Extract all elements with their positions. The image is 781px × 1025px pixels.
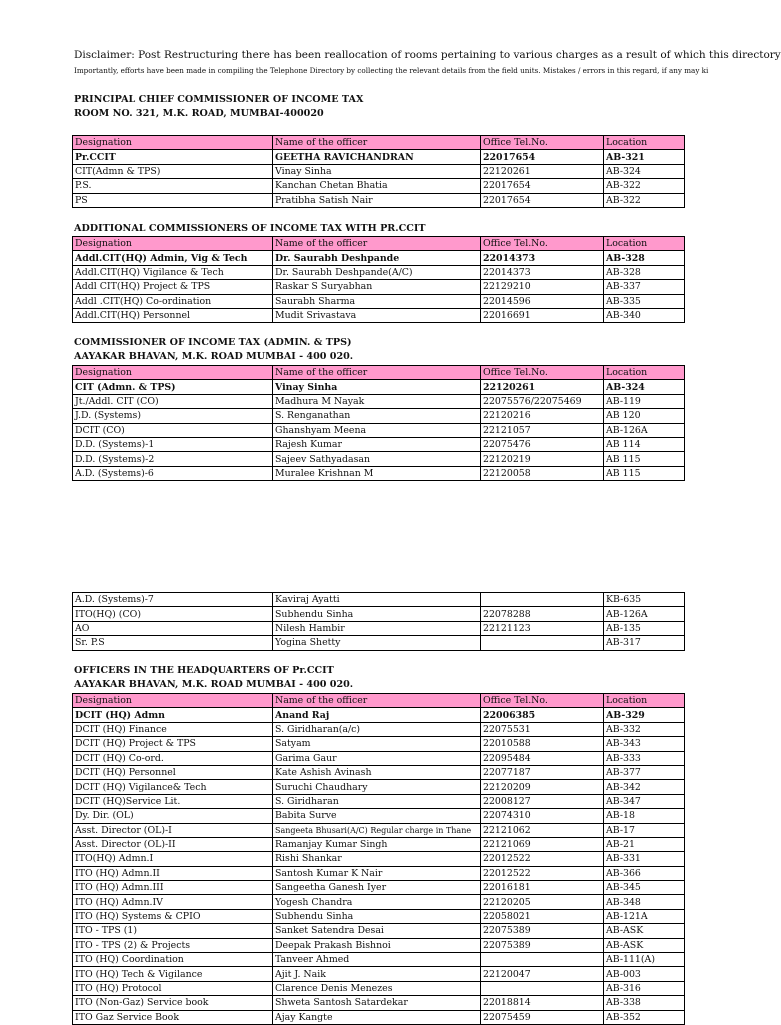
- office-tel-cell: 22074310: [481, 809, 604, 823]
- officer-name-cell: Sangeeta Bhusari(A/C) Regular charge in Thane: [273, 823, 481, 837]
- designation-cell: Addl.CIT(HQ) Vigilance & Tech: [73, 265, 273, 279]
- officer-name-cell: Sanket Satendra Desai: [273, 924, 481, 938]
- table-row: [73, 866, 685, 880]
- location-cell: AB-111(A): [604, 953, 685, 967]
- office-tel-cell: 22121057: [481, 423, 604, 437]
- office-tel-cell: 22014373: [481, 251, 604, 265]
- table-header-row: [73, 237, 685, 251]
- office-tel-cell: 22058021: [481, 909, 604, 923]
- location-cell: AB-345: [604, 881, 685, 895]
- location-cell: AB-126A: [604, 423, 685, 437]
- column-header: Location: [604, 366, 685, 380]
- officer-name-cell: Rishi Shankar: [273, 852, 481, 866]
- officer-name-cell: Raskar S Suryabhan: [273, 280, 481, 294]
- table-row: [73, 722, 685, 736]
- designation-cell: ITO (HQ) Admn.IV: [73, 895, 273, 909]
- table-row: [73, 294, 685, 308]
- officer-name-cell: Saurabh Sharma: [273, 294, 481, 308]
- designation-cell: A.D. (Systems)-6: [73, 466, 273, 480]
- table-row: [73, 409, 685, 423]
- location-cell: AB-18: [604, 809, 685, 823]
- office-tel-cell: 22078288: [481, 607, 604, 621]
- table-row: [73, 1010, 685, 1024]
- table-row: [73, 621, 685, 635]
- table-row: [73, 837, 685, 851]
- column-header: Office Tel.No.: [481, 136, 604, 150]
- location-cell: AB-121A: [604, 909, 685, 923]
- table-row: [73, 737, 685, 751]
- officer-name-cell: Sangeetha Ganesh Iyer: [273, 881, 481, 895]
- column-header: Name of the officer: [273, 694, 481, 708]
- table-row: [73, 636, 685, 650]
- office-tel-cell: 22075389: [481, 924, 604, 938]
- office-tel-cell: 22017654: [481, 179, 604, 193]
- office-tel-cell: 22017654: [481, 193, 604, 207]
- office-tel-cell: 22006385: [481, 708, 604, 722]
- designation-cell: D.D. (Systems)-2: [73, 452, 273, 466]
- location-cell: AB-321: [604, 150, 685, 164]
- office-tel-cell: [481, 593, 604, 607]
- table-row: [73, 308, 685, 322]
- designation-cell: Dy. Dir. (OL): [73, 809, 273, 823]
- table-row: [73, 164, 685, 178]
- location-cell: AB-329: [604, 708, 685, 722]
- office-tel-cell: 22016181: [481, 881, 604, 895]
- designation-cell: AO: [73, 621, 273, 635]
- officer-name-cell: Ghanshyam Meena: [273, 423, 481, 437]
- location-cell: AB 120: [604, 409, 685, 423]
- table-row: [73, 809, 685, 823]
- table-row: [73, 251, 685, 265]
- table-row: [73, 765, 685, 779]
- table-row: [73, 924, 685, 938]
- cit-title: [74, 336, 353, 364]
- column-header: Name of the officer: [273, 366, 481, 380]
- table-row: [73, 996, 685, 1010]
- location-cell: AB-366: [604, 866, 685, 880]
- table-row: [73, 967, 685, 981]
- designation-cell: DCIT (HQ) Finance: [73, 722, 273, 736]
- location-cell: AB-342: [604, 780, 685, 794]
- location-cell: AB-119: [604, 394, 685, 408]
- designation-cell: CIT (Admn. & TPS): [73, 380, 273, 394]
- location-cell: AB-17: [604, 823, 685, 837]
- location-cell: AB-003: [604, 967, 685, 981]
- designation-cell: DCIT (HQ)Service Lit.: [73, 794, 273, 808]
- pcc-title: [74, 93, 363, 121]
- pcc-title-line-1: PRINCIPAL CHIEF COMMISSIONER OF INCOME TAX: [74, 94, 364, 105]
- officer-name-cell: Kanchan Chetan Bhatia: [273, 179, 481, 193]
- officer-name-cell: Anand Raj: [273, 708, 481, 722]
- office-tel-cell: 22014596: [481, 294, 604, 308]
- officer-name-cell: Suruchi Chaudhary: [273, 780, 481, 794]
- office-tel-cell: 22075389: [481, 938, 604, 952]
- location-cell: AB-347: [604, 794, 685, 808]
- officer-name-cell: S. Giridharan: [273, 794, 481, 808]
- location-cell: AB-322: [604, 193, 685, 207]
- officer-name-cell: Subhendu Sinha: [273, 607, 481, 621]
- location-cell: AB-328: [604, 251, 685, 265]
- column-header: Designation: [73, 136, 273, 150]
- location-cell: AB-21: [604, 837, 685, 851]
- officer-name-cell: Ajay Kangte: [273, 1010, 481, 1024]
- designation-cell: DCIT (CO): [73, 423, 273, 437]
- designation-cell: ITO - TPS (1): [73, 924, 273, 938]
- designation-cell: ITO (HQ) Tech & Vigilance: [73, 967, 273, 981]
- officer-name-cell: Garima Gaur: [273, 751, 481, 765]
- officer-name-cell: Yogesh Chandra: [273, 895, 481, 909]
- officer-name-cell: Nilesh Hambir: [273, 621, 481, 635]
- officer-name-cell: Vinay Sinha: [273, 380, 481, 394]
- officer-name-cell: Muralee Krishnan M: [273, 466, 481, 480]
- location-cell: AB-332: [604, 722, 685, 736]
- hq-title-line-1: OFFICERS IN THE HEADQUARTERS OF Pr.CCIT: [74, 665, 334, 676]
- designation-cell: CIT(Admn & TPS): [73, 164, 273, 178]
- table-row: [73, 852, 685, 866]
- designation-cell: PS: [73, 193, 273, 207]
- designation-cell: ITO Gaz Service Book: [73, 1010, 273, 1024]
- designation-cell: ITO (HQ) Admn.III: [73, 881, 273, 895]
- officer-name-cell: S. Renganathan: [273, 409, 481, 423]
- office-tel-cell: 22121069: [481, 837, 604, 851]
- designation-cell: DCIT (HQ) Personnel: [73, 765, 273, 779]
- officer-name-cell: Dr. Saurabh Deshpande(A/C): [273, 265, 481, 279]
- column-header: Designation: [73, 694, 273, 708]
- office-tel-cell: 22129210: [481, 280, 604, 294]
- officer-name-cell: Sajeev Sathyadasan: [273, 452, 481, 466]
- location-cell: AB-ASK: [604, 938, 685, 952]
- pcc-title-line-2: ROOM NO. 321, M.K. ROAD, MUMBAI-400020: [74, 108, 324, 119]
- designation-cell: DCIT (HQ) Co-ord.: [73, 751, 273, 765]
- table-row: [73, 193, 685, 207]
- designation-cell: Addl .CIT(HQ) Co-ordination: [73, 294, 273, 308]
- table-header-row: [73, 136, 685, 150]
- officer-name-cell: Pratibha Satish Nair: [273, 193, 481, 207]
- designation-cell: ITO (HQ) Coordination: [73, 953, 273, 967]
- cit-title-line-1: COMMISSIONER OF INCOME TAX (ADMIN. & TPS): [74, 337, 352, 348]
- officer-name-cell: Clarence Denis Menezes: [273, 981, 481, 995]
- officer-name-cell: Vinay Sinha: [273, 164, 481, 178]
- location-cell: AB-331: [604, 852, 685, 866]
- designation-cell: DCIT (HQ) Project & TPS: [73, 737, 273, 751]
- officer-name-cell: Deepak Prakash Bishnoi: [273, 938, 481, 952]
- table-row: [73, 953, 685, 967]
- designation-cell: ITO(HQ) (CO): [73, 607, 273, 621]
- addl-table: [72, 236, 685, 323]
- table-row: [73, 938, 685, 952]
- table-row: [73, 437, 685, 451]
- location-cell: AB-348: [604, 895, 685, 909]
- officer-name-cell: Rajesh Kumar: [273, 437, 481, 451]
- location-cell: AB-324: [604, 380, 685, 394]
- table-row: [73, 780, 685, 794]
- location-cell: AB-343: [604, 737, 685, 751]
- location-cell: AB 114: [604, 437, 685, 451]
- column-header: Location: [604, 237, 685, 251]
- location-cell: KB-635: [604, 593, 685, 607]
- location-cell: AB-126A: [604, 607, 685, 621]
- designation-cell: ITO (Non-Gaz) Service book: [73, 996, 273, 1010]
- officer-name-cell: Shweta Santosh Satardekar: [273, 996, 481, 1010]
- office-tel-cell: 22120047: [481, 967, 604, 981]
- table-row: [73, 794, 685, 808]
- officer-name-cell: Subhendu Sinha: [273, 909, 481, 923]
- officer-name-cell: Kaviraj Ayatti: [273, 593, 481, 607]
- office-tel-cell: 22010588: [481, 737, 604, 751]
- office-tel-cell: [481, 953, 604, 967]
- table-row: [73, 394, 685, 408]
- designation-cell: ITO (HQ) Protocol: [73, 981, 273, 995]
- column-header: Name of the officer: [273, 237, 481, 251]
- designation-cell: Asst. Director (OL)-II: [73, 837, 273, 851]
- designation-cell: ITO (HQ) Admn.II: [73, 866, 273, 880]
- designation-cell: DCIT (HQ) Admn: [73, 708, 273, 722]
- table-row: [73, 895, 685, 909]
- designation-cell: Addl.CIT(HQ) Admin, Vig & Tech: [73, 251, 273, 265]
- misc-table: [72, 592, 685, 651]
- location-cell: AB 115: [604, 452, 685, 466]
- column-header: Designation: [73, 237, 273, 251]
- addl-title: [74, 222, 426, 236]
- table-row: [73, 981, 685, 995]
- column-header: Designation: [73, 366, 273, 380]
- disclaimer-line-2: Importantly, efforts have been made in compiling the Telephone Directory by collecting the relevant details from the field units. Mistakes / errors in this regard, if any may ki: [74, 66, 709, 75]
- location-cell: AB-328: [604, 265, 685, 279]
- location-cell: AB-316: [604, 981, 685, 995]
- designation-cell: Sr. P.S: [73, 636, 273, 650]
- hq-title: [74, 664, 353, 692]
- location-cell: AB-317: [604, 636, 685, 650]
- designation-cell: Jt./Addl. CIT (CO): [73, 394, 273, 408]
- office-tel-cell: 22075576/22075469: [481, 394, 604, 408]
- officer-name-cell: Dr. Saurabh Deshpande: [273, 251, 481, 265]
- table-row: [73, 452, 685, 466]
- designation-cell: ITO(HQ) Admn.I: [73, 852, 273, 866]
- designation-cell: Addl CIT(HQ) Project & TPS: [73, 280, 273, 294]
- table-header-row: [73, 694, 685, 708]
- hq-table: [72, 693, 685, 1025]
- location-cell: AB-377: [604, 765, 685, 779]
- location-cell: AB-135: [604, 621, 685, 635]
- table-row: [73, 179, 685, 193]
- officer-name-cell: Madhura M Nayak: [273, 394, 481, 408]
- table-row: [73, 265, 685, 279]
- office-tel-cell: 22120216: [481, 409, 604, 423]
- designation-cell: Addl.CIT(HQ) Personnel: [73, 308, 273, 322]
- office-tel-cell: 22120261: [481, 164, 604, 178]
- office-tel-cell: 22077187: [481, 765, 604, 779]
- officer-name-cell: Ramanjay Kumar Singh: [273, 837, 481, 851]
- cit-table: [72, 365, 685, 481]
- office-tel-cell: 22075459: [481, 1010, 604, 1024]
- table-row: [73, 423, 685, 437]
- location-cell: AB-337: [604, 280, 685, 294]
- location-cell: AB-338: [604, 996, 685, 1010]
- office-tel-cell: 22012522: [481, 866, 604, 880]
- designation-cell: Asst. Director (OL)-I: [73, 823, 273, 837]
- table-row: [73, 593, 685, 607]
- table-row: [73, 150, 685, 164]
- office-tel-cell: 22016691: [481, 308, 604, 322]
- table-row: [73, 380, 685, 394]
- location-cell: AB-322: [604, 179, 685, 193]
- pcc-table: [72, 135, 685, 208]
- column-header: Office Tel.No.: [481, 694, 604, 708]
- officer-name-cell: Kate Ashish Avinash: [273, 765, 481, 779]
- table-row: [73, 823, 685, 837]
- office-tel-cell: 22018814: [481, 996, 604, 1010]
- office-tel-cell: 22120261: [481, 380, 604, 394]
- office-tel-cell: 22095484: [481, 751, 604, 765]
- officer-name-cell: Yogina Shetty: [273, 636, 481, 650]
- officer-name-cell: Santosh Kumar K Nair: [273, 866, 481, 880]
- column-header: Name of the officer: [273, 136, 481, 150]
- location-cell: AB-ASK: [604, 924, 685, 938]
- designation-cell: J.D. (Systems): [73, 409, 273, 423]
- office-tel-cell: 22120209: [481, 780, 604, 794]
- location-cell: AB-335: [604, 294, 685, 308]
- addl-title-line-1: ADDITIONAL COMMISSIONERS OF INCOME TAX WITH PR.CCIT: [74, 223, 426, 234]
- location-cell: AB 115: [604, 466, 685, 480]
- officer-name-cell: GEETHA RAVICHANDRAN: [273, 150, 481, 164]
- table-row: [73, 280, 685, 294]
- location-cell: AB-340: [604, 308, 685, 322]
- disclaimer-line-1: Disclaimer: Post Restructuring there has been reallocation of rooms pertaining to various charges as a result of which this directory: [74, 49, 781, 61]
- cit-title-line-2: AAYAKAR BHAVAN, M.K. ROAD MUMBAI - 400 020.: [74, 351, 354, 362]
- designation-cell: A.D. (Systems)-7: [73, 593, 273, 607]
- office-tel-cell: 22121123: [481, 621, 604, 635]
- office-tel-cell: 22012522: [481, 852, 604, 866]
- office-tel-cell: [481, 981, 604, 995]
- hq-title-line-2: AAYAKAR BHAVAN, M.K. ROAD MUMBAI - 400 020.: [74, 679, 354, 690]
- office-tel-cell: 22075531: [481, 722, 604, 736]
- office-tel-cell: 22121062: [481, 823, 604, 837]
- location-cell: AB-333: [604, 751, 685, 765]
- office-tel-cell: 22017654: [481, 150, 604, 164]
- column-header: Office Tel.No.: [481, 237, 604, 251]
- designation-cell: DCIT (HQ) Vigilance& Tech: [73, 780, 273, 794]
- column-header: Location: [604, 694, 685, 708]
- officer-name-cell: Satyam: [273, 737, 481, 751]
- office-tel-cell: 22014373: [481, 265, 604, 279]
- office-tel-cell: 22120058: [481, 466, 604, 480]
- office-tel-cell: 22075476: [481, 437, 604, 451]
- location-cell: AB-324: [604, 164, 685, 178]
- designation-cell: D.D. (Systems)-1: [73, 437, 273, 451]
- officer-name-cell: Babita Surve: [273, 809, 481, 823]
- table-row: [73, 708, 685, 722]
- officer-name-cell: S. Giridharan(a/c): [273, 722, 481, 736]
- officer-name-cell: Mudit Srivastava: [273, 308, 481, 322]
- location-cell: AB-352: [604, 1010, 685, 1024]
- designation-cell: ITO (HQ) Systems & CPIO: [73, 909, 273, 923]
- officer-name-cell: Tanveer Ahmed: [273, 953, 481, 967]
- table-header-row: [73, 366, 685, 380]
- designation-cell: ITO - TPS (2) & Projects: [73, 938, 273, 952]
- designation-cell: P.S.: [73, 179, 273, 193]
- officer-name-cell: Ajit J. Naik: [273, 967, 481, 981]
- table-row: [73, 881, 685, 895]
- column-header: Location: [604, 136, 685, 150]
- table-row: [73, 909, 685, 923]
- office-tel-cell: 22120219: [481, 452, 604, 466]
- office-tel-cell: [481, 636, 604, 650]
- table-row: [73, 751, 685, 765]
- column-header: Office Tel.No.: [481, 366, 604, 380]
- office-tel-cell: 22120205: [481, 895, 604, 909]
- office-tel-cell: 22008127: [481, 794, 604, 808]
- table-row: [73, 607, 685, 621]
- table-row: [73, 466, 685, 480]
- designation-cell: Pr.CCIT: [73, 150, 273, 164]
